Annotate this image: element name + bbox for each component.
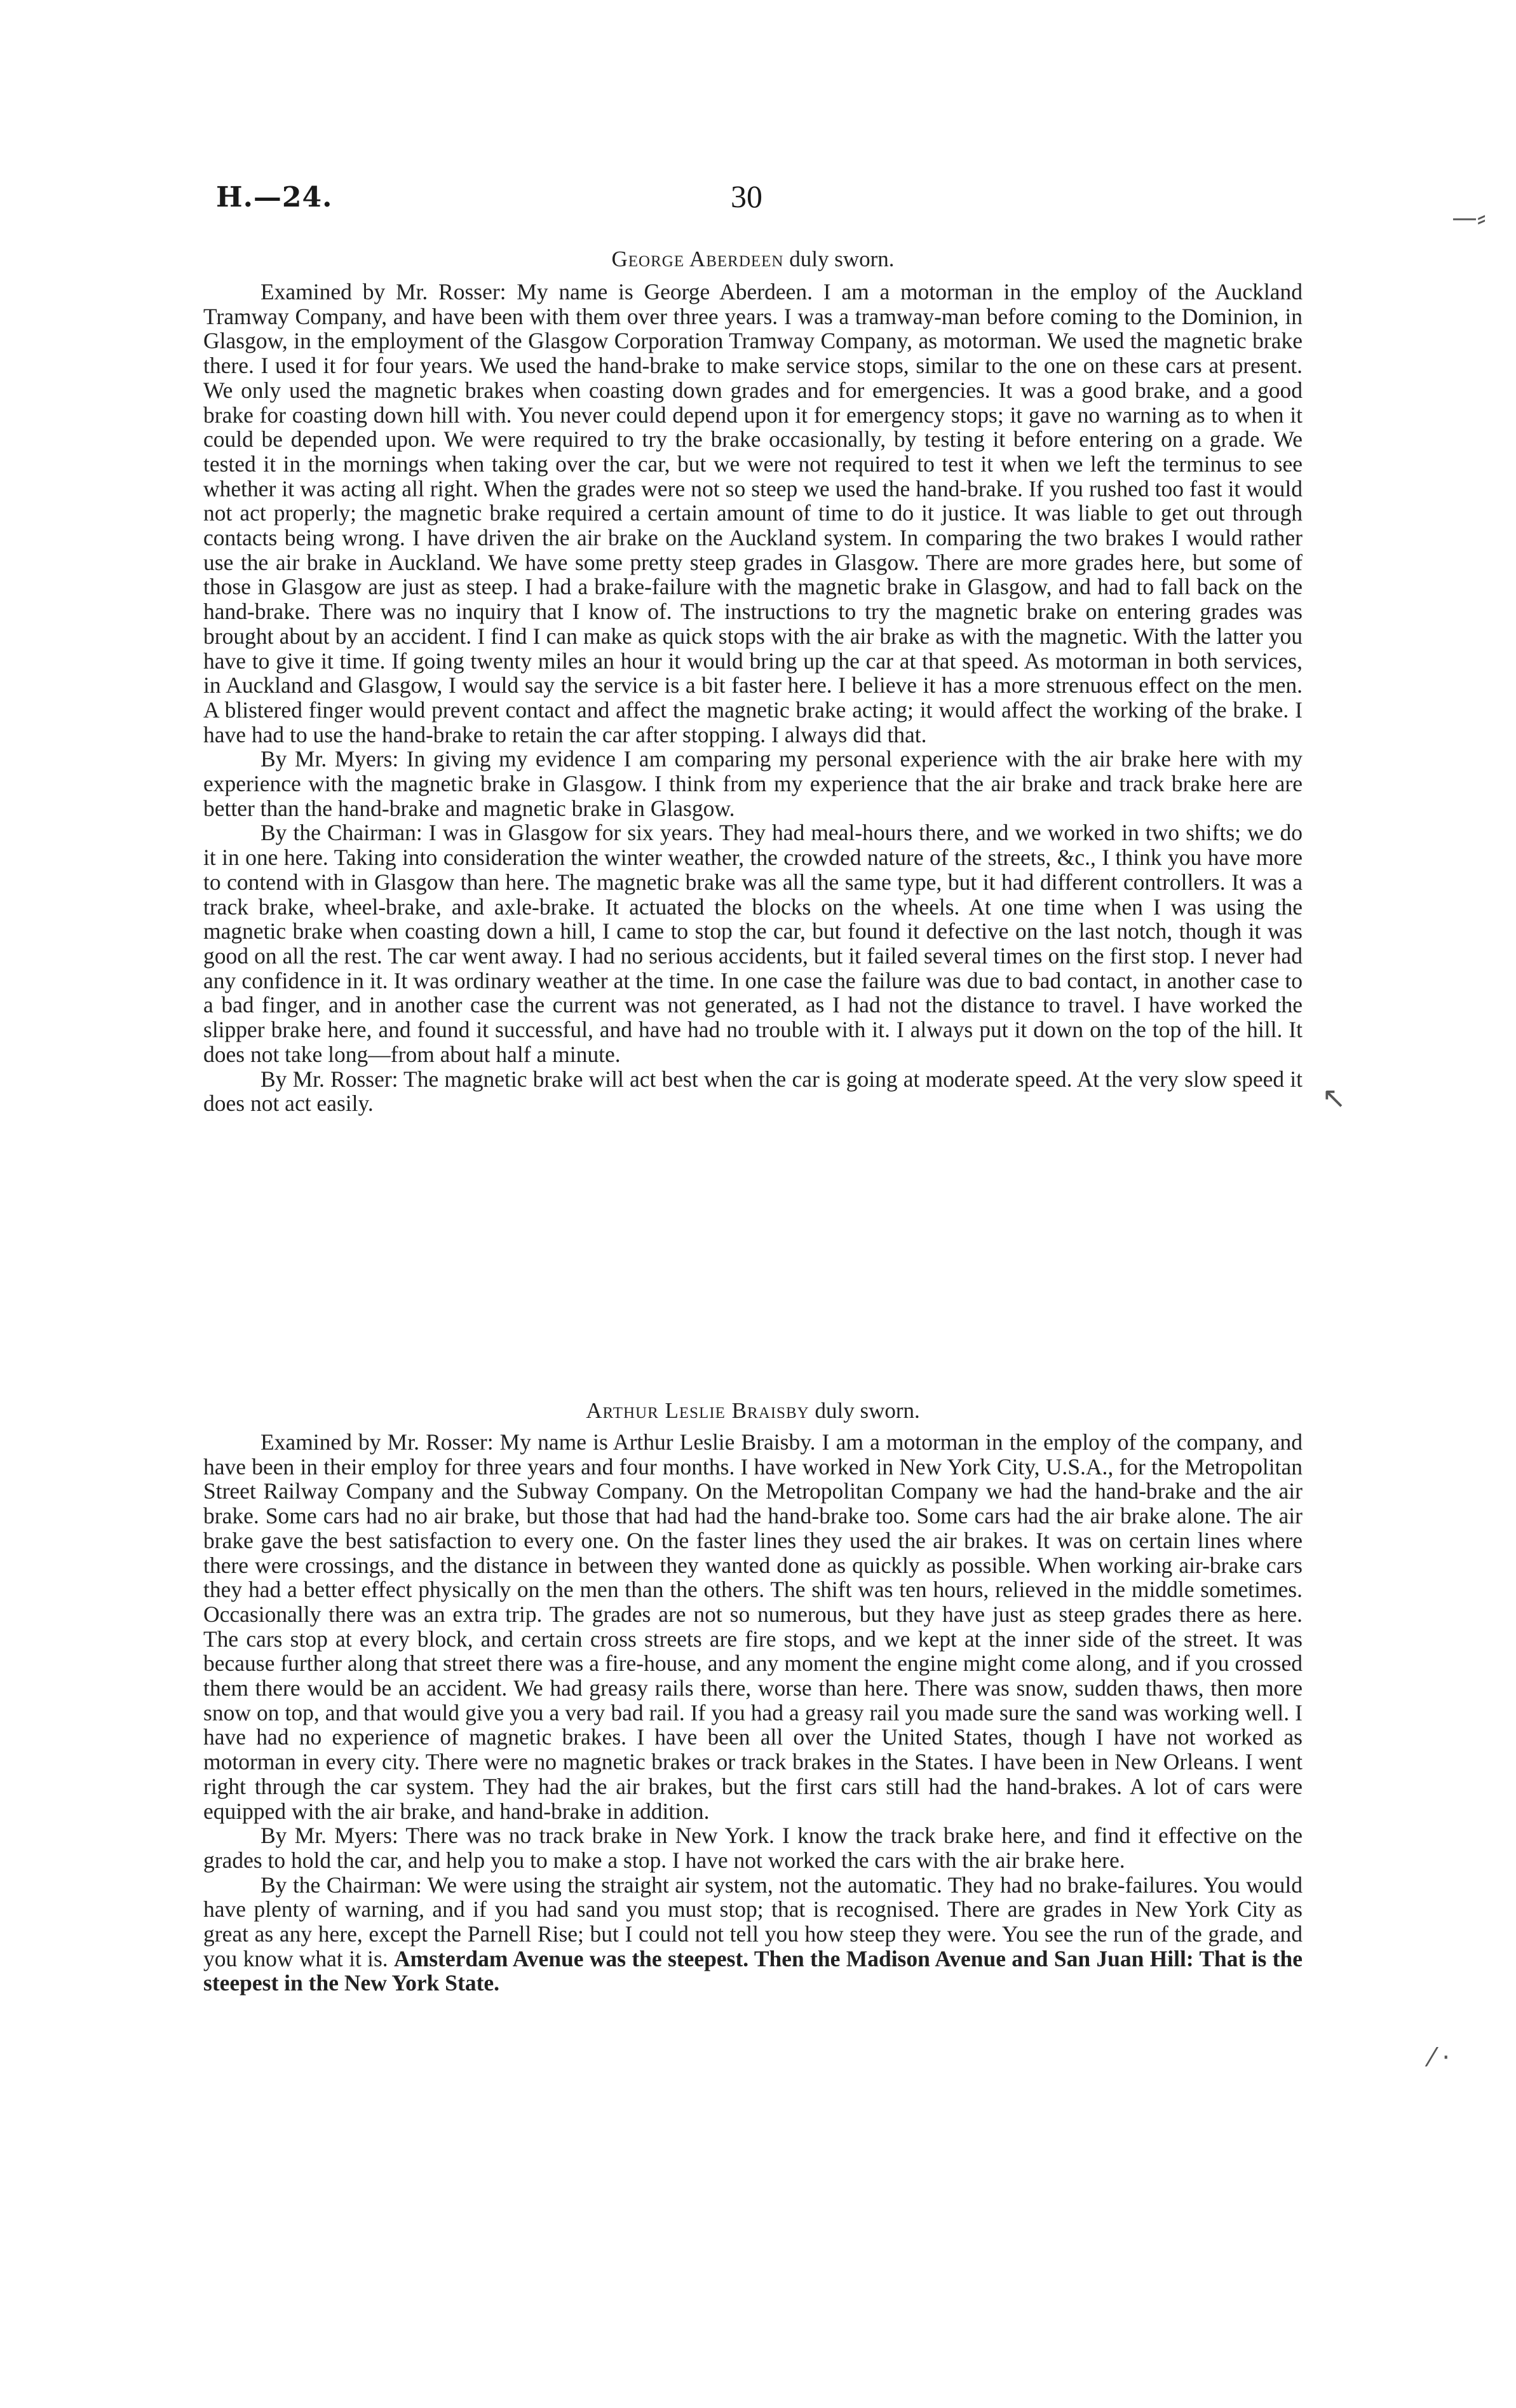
testimony-george-aberdeen <box>203 280 1303 1116</box>
margin-mark-middle: ↖ <box>1322 1080 1346 1115</box>
paragraph-by-chairman <box>203 1873 1303 1996</box>
witness-name: George Aberdeen <box>611 247 784 271</box>
paragraph-by-chairman: By the Chairman: I was in Glasgow for six years. They had meal-hours there, and we worked in two shifts; we do it in one here. Taking into consideration the winter weather, the crowded nature of the streets, &c., I think you have more to contend with in Glasgow than here. The magnetic brake was all the same type, but it had different controllers. It was a track brake, wheel-brake, and axle-brake. It actuated the blocks on the wheels. At one time when I was using the magnetic brake when coasting down a hill, I came to stop the car, but found it defective on the last notch, though it was good on all the rest. The car went away. I had no serious accidents, but it failed several times on the first stop. I never had any confidence in it. It was ordinary weather at the time. In one case the failure was due to bad contact, in another case to a bad finger, and in another case the current was not generated, as I had not the distance to travel. I have worked the slipper brake here, and found it successful, and have had no trouble with it. I always put it down on the top of the hill. It does not take long—from about half a minute. <box>203 820 1303 1067</box>
paragraph-examined-rosser: Examined by Mr. Rosser: My name is Arthur Leslie Braisby. I am a motorman in the employ of the company, and have been in their employ for three years and four months. I have worked in New York City, U.S.A., for the Metropolitan Street Railway Company and the Subway Company. On the Metropolitan Company we had the hand-brake and the air brake. Some cars had no air brake, but those that had had the hand-brake too. Some cars had the air brake alone. The air brake gave the best satisfaction to every one. On the faster lines they used the air brakes. It was on certain lines where there were crossings, and the distance in between they wanted done as quickly as possible. When working air-brake cars they had a better effect physically on the men than the others. The shift was ten hours, relieved in the middle sometimes. Occasionally there was an extra trip. The grades are not so numerous, but they have just as steep grades there as here. The cars stop at every block, and certain cross streets are fire stops, and we kept at the inner side of the street. It was because further along that street there was a fire-house, and any moment the engine might come along, and if you crossed them there would be an accident. We had greasy rails there, worse than here. There was snow, sudden thaws, then more snow on top, and that would give you a very bad rail. If you had a greasy rail you made sure the sand was working well. I have had no experience of magnetic brakes. I have been all over the United States, though I have not worked as motorman in every city. There were no magnetic brakes or track brakes in the States. I have been in New Orleans. I went right through the car system. They had the air brakes, but the first cars still had the hand-brakes. A lot of cars were equipped with the air brake, and hand-brake in addition. <box>203 1429 1303 1824</box>
witness-name: Arthur Leslie Braisby <box>586 1398 809 1423</box>
sworn-label: duly sworn. <box>783 247 895 271</box>
margin-mark-lower: ⁄ · <box>1430 2043 1451 2072</box>
testimony-arthur-braisby <box>203 1430 1303 1996</box>
paragraph-by-rosser: By Mr. Rosser: The magnetic brake will act best when the car is going at moderate speed. At the very slow speed it does not act easily. <box>203 1066 1303 1117</box>
sworn-label: duly sworn. <box>809 1398 920 1423</box>
paragraph-by-myers: By Mr. Myers: In giving my evidence I am comparing my personal experience with the air brake here with my experience with the magnetic brake in Glasgow. I think from my experience that the air brake and track brake here are better than the hand-brake and magnetic brake in Glasgow. <box>203 746 1303 821</box>
document-id: H.—24. <box>216 181 333 214</box>
section-heading-arthur-braisby <box>203 1398 1303 1424</box>
section-heading-george-aberdeen <box>203 247 1303 272</box>
margin-mark-top: —⸗ <box>1452 203 1486 233</box>
paragraph-examined-rosser: Examined by Mr. Rosser: My name is George Aberdeen. I am a motorman in the employ of the Auckland Tramway Company, and have been with them over three years. I was a tramway-man before coming to the Dominion, in Glasgow, in the employment of the Glasgow Corporation Tramway Company, as motorman. We used the magnetic brake there. I used it for four years. We used the hand-brake to make service stops, similar to the one on these cars at present. We only used the magnetic brakes when coasting down grades and for emergencies. It was a good brake, and a good brake for coasting down hill with. You never could depend upon it for emergency stops; it gave no warning as to when it could be depended upon. We were required to try the brake occasionally, by testing it before entering on a grade. We tested it in the mornings when taking over the car, but we were not required to test it when we left the terminus to see whether it was acting all right. When the grades were not so steep we used the hand-brake. If you rushed too fast it would not act properly; the magnetic brake required a certain amount of time to do it justice. It was liable to get out through contacts being wrong. I have driven the air brake on the Auckland system. In comparing the two brakes I would rather use the air brake in Auckland. We have some pretty steep grades in Glasgow. There are more grades here, but some of those in Glasgow are just as steep. I had a brake-failure with the magnetic brake in Glasgow, and had to fall back on the hand-brake. There was no inquiry that I know of. The instructions to try the magnetic brake on entering grades was brought about by an accident. I find I can make as quick stops with the air brake as with the magnetic. With the latter you have to give it time. If going twenty miles an hour it would bring up the car at that speed. As motorman in both services, in Auckland and Glasgow, I would say the service is a bit faster here. I believe it has a more strenuous effect on the men. A blistered finger would prevent contact and affect the magnetic brake acting; it would affect the working of the brake. I have had to use the hand-brake to retain the car after stopping. I always did that. <box>203 279 1303 747</box>
page-number: 30 <box>731 179 762 214</box>
chairman-bold-text: Amsterdam Avenue was the steepest. Then the Madison Avenue and San Juan Hill: That is the steepest in the New York State. <box>203 1945 1303 1996</box>
paragraph-by-myers: By Mr. Myers: There was no track brake in New York. I know the track brake here, and find it effective on the grades to hold the car, and help you to make a stop. I have not worked the cars with the air brake here. <box>203 1823 1303 1873</box>
chairman-text: By the Chairman: We were using the straight air system, not the automatic. They had no brake-failures. You would have plenty of warning, and if you had sand you must stop; that is recognised. There are grades in New York City as great as any here, except the Parnell Rise; but I could not tell you how steep they were. You see the run of the grade, and you know what it is. <box>203 1872 1303 1971</box>
